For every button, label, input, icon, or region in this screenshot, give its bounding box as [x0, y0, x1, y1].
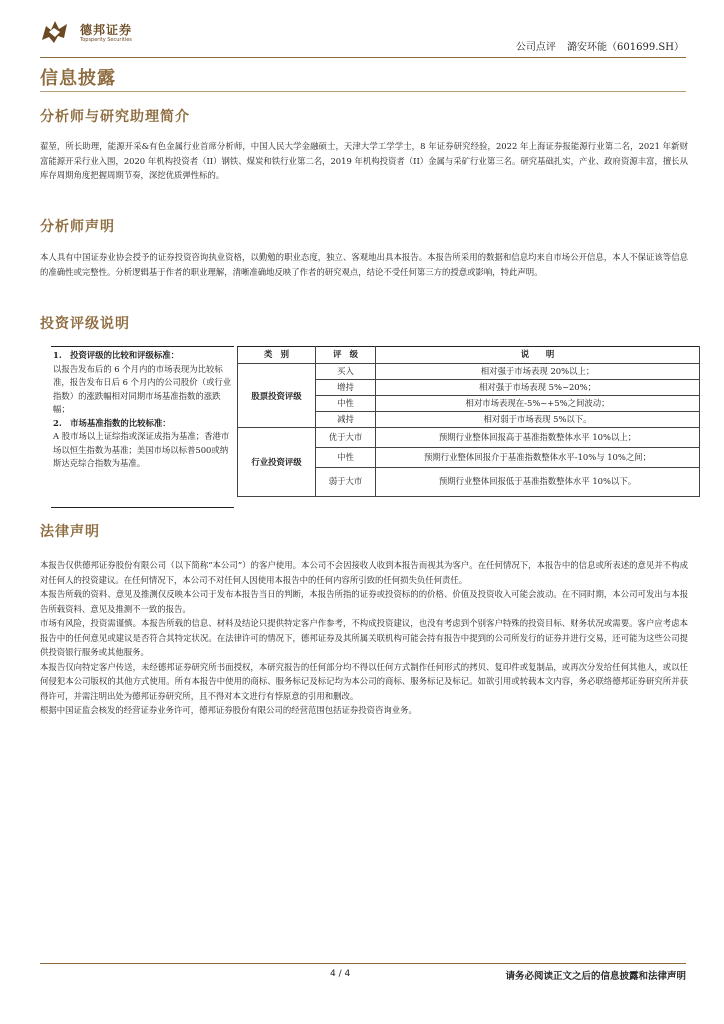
logo-text-en: Topsperity Securities — [80, 37, 132, 43]
header-grade: 评 级 — [316, 347, 376, 364]
desc-cell: 相对弱于市场表现 5%以下。 — [376, 412, 700, 428]
header-category: 类 别 — [238, 347, 316, 364]
report-type: 公司点评 — [515, 42, 556, 53]
table-row — [238, 428, 700, 448]
legal-paragraph: 本报告仅向特定客户传送，未经德邦证券研究所书面授权，本研究报告的任何部分均不得以任何方式制作任何形式的拷贝、复印件或复制品，或再次分发给任何其他人，或以任何侵犯本公司版权的其他方式使用。所有本报告中使用的商标、服务标记及标记均为本公司的商标、服务标记及标记。如欲引用或转载本文内容，务必联络德邦证券研究所并获得许可，并需注明出处为德邦证券研究所，且不得对本文进行有悖原意的引用和删改。 — [40, 661, 688, 701]
title-divider — [40, 91, 686, 92]
desc-cell: 相对市场表现在-5%~+5%之间波动； — [376, 396, 700, 412]
header-description: 说 明 — [376, 347, 700, 364]
desc-cell: 预期行业整体回报高于基准指数整体水平 10%以上； — [376, 428, 700, 448]
table-row — [238, 364, 700, 380]
legal-paragraph: 市场有风险，投资需谨慎。本报告所载的信息、材料及结论只提供特定客户作参考，不构成投资建议，也没有考虑到个别客户特殊的投资目标、财务状况或需要。客户应考虑本报告中的任何意见或建议是否符合其特定状况。在法律许可的情况下，德邦证券及其所属关联机构可能会持有报告中提到的公司所发行的证券并进行交易，还可能为这些公司提供投资银行服务或其他服务。 — [40, 618, 688, 657]
desc-cell: 预期行业整体回报低于基准指数整体水平 10%以下。 — [376, 468, 700, 497]
grade-cell: 中性 — [316, 396, 376, 412]
grade-cell: 增持 — [316, 380, 376, 396]
legal-paragraph: 本报告所载的资料、意见及推测仅反映本公司于发布本报告当日的判断，本报告所指的证券或投资标的的价格、价值及投资收入可能会波动。在不同时期，本公司可发出与本报告所载资料、意见及推测不一致的报告。 — [40, 589, 688, 614]
page-number: 4 / 4 — [330, 969, 351, 979]
logo-bull-icon — [40, 18, 70, 46]
page-header — [40, 14, 686, 58]
desc-cell: 相对强于市场表现 5%~20%； — [376, 380, 700, 396]
rating-section — [51, 346, 699, 508]
legal-heading: 法律声明 — [40, 524, 100, 540]
grade-cell: 优于大市 — [316, 428, 376, 448]
table-header-row — [238, 347, 700, 364]
stock-category: 股票投资评级 — [238, 364, 316, 428]
criteria-text-2: A 股市场以上证综指或深证成指为基准；香港市场以恒生指数为基准；美国市场以标普500或纳斯达克综合指数为基准。 — [53, 431, 230, 468]
page-title: 信息披露 — [40, 68, 116, 89]
desc-cell: 预期行业整体回报介于基准指数整体水平-10%与 10%之间； — [376, 448, 700, 468]
criteria-title-1: 1. 投资评级的比较和评级标准： — [53, 350, 179, 360]
criteria-text-1: 以报告发布后的 6 个月内的市场表现为比较标准，报告发布日后 6 个月内的公司股价（或行业指数）的涨跌幅相对同期市场基准指数的涨跌幅； — [53, 363, 232, 414]
grade-cell: 中性 — [316, 448, 376, 468]
rating-heading: 投资评级说明 — [40, 316, 130, 332]
analyst-intro-text: 翟堃，所长助理，能源开采&有色金属行业首席分析师，中国人民大学金融硕士，天津大学工学学士，8 年证券研究经验，2022 年上海证券报能源行业第二名，2021 年新财富能源开采行业入围，2020 年机构投资者（II）钢铁、煤炭和铁行业第二名，2019 年机构投资者（II）金属与采矿行业第三名。研究基础扎实，产业、政府资源丰富，擅长从库存周期角度把握周期节奏，深挖优质弹性标的。 — [40, 141, 688, 180]
desc-cell: 相对强于市场表现 20%以上； — [376, 364, 700, 380]
rating-table — [237, 346, 700, 497]
legal-paragraph: 本报告仅供德邦证券股份有限公司（以下简称“本公司”）的客户使用。本公司不会因接收人收到本报告而视其为客户。在任何情况下，本报告中的信息或所表述的意见并不构成对任何人的投资建议。在任何情况下，本公司不对任何人因使用本报告中的任何内容所引致的任何损失负任何责任。 — [40, 560, 688, 585]
company-ticker: 潞安环能（601699.SH） — [567, 42, 684, 53]
analyst-statement-text: 本人具有中国证券业协会授予的证券投资咨询执业资格，以勤勉的职业态度，独立、客观地出具本报告。本报告所采用的数据和信息均来自市场公开信息，本人不保证该等信息的准确性或完整性。分析逻辑基于作者的职业理解，清晰准确地反映了作者的研究观点，结论不受任何第三方的授意或影响，特此声明。 — [40, 252, 688, 277]
grade-cell: 弱于大市 — [316, 468, 376, 497]
legal-text — [40, 558, 688, 718]
legal-paragraph: 根据中国证监会核发的经营证券业务许可，德邦证券股份有限公司的经营范围包括证券投资咨询业务。 — [40, 705, 417, 715]
industry-category: 行业投资评级 — [238, 428, 316, 497]
grade-cell: 买入 — [316, 364, 376, 380]
header-report-info — [508, 38, 684, 53]
company-logo — [40, 14, 170, 54]
analyst-statement-heading: 分析师声明 — [40, 219, 115, 235]
footer-divider — [40, 963, 686, 964]
logo-text-cn: 德邦证券 — [80, 23, 133, 37]
analyst-intro-heading: 分析师与研究助理简介 — [40, 109, 190, 125]
grade-cell: 减持 — [316, 412, 376, 428]
rating-criteria — [51, 346, 234, 508]
footer-disclaimer: 请务必阅读正文之后的信息披露和法律声明 — [505, 971, 686, 982]
criteria-title-2: 2. 市场基准指数的比较标准： — [53, 417, 171, 428]
